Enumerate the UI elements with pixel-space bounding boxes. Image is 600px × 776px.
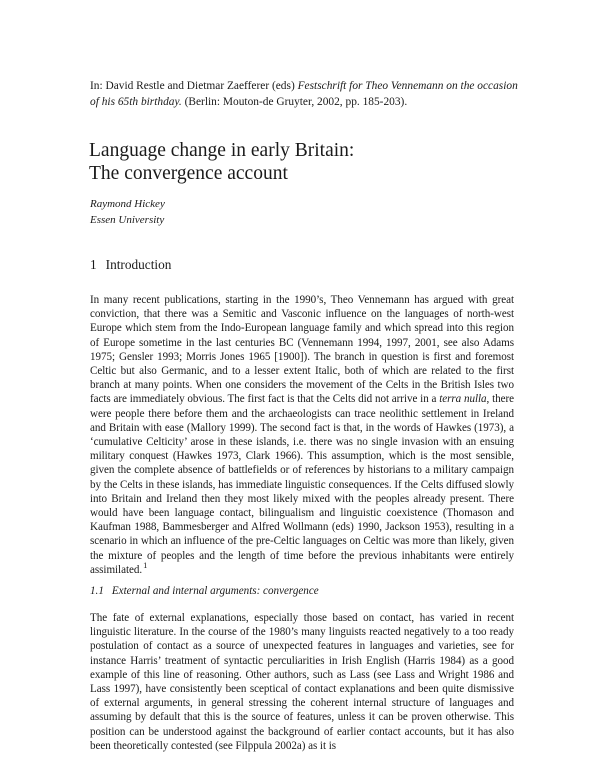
author-name: Raymond Hickey [90, 198, 165, 210]
citation-prefix: In: David Restle and Dietmar Zaefferer (eds) [90, 80, 298, 92]
footnote-marker[interactable]: 1 [143, 560, 148, 571]
introduction-paragraph [90, 293, 514, 577]
author-block [90, 196, 165, 228]
subsection-heading [90, 584, 319, 599]
citation [90, 79, 520, 110]
subsection-number: 1.1 [90, 585, 104, 597]
title-line-2: The convergence account [89, 163, 288, 184]
paper-title [89, 139, 519, 185]
paragraph-text-part-2: , there were people there before them and the archaeologists can trace neolithic settlement in Ireland and Britain with ease (Mallory 1999). The second fact is that, in the words of Hawkes (1973), a ‘cumulative Celticity’ arose in these islands, i.e. there was no single invasion with an ensuing military conquest (Hawkes 1973, Clark 1966). This assumption, which is the most sensible, given the complete absence of battlefields or of references by historians to a military campaign by the Celts in these islands, has immediate linguistic consequences. If the Celts diffused slowly into Britain and Ireland then they most likely mixed with the peoples already present. There would have been language contact, bilingualism and linguistic coexistence (Thomason and Kaufman 1988, Bammesberger and Alfred Wollmann (eds) 1990, Jackson 1953), resulting in a scenario in which an influence of the pre-Celtic languages on Celtic was more than likely, given the mixture of peoples and the length of time before the previous inhabitants were entirely assimilated. [90, 393, 514, 576]
section-title: Introduction [105, 257, 172, 272]
subsection-title: External and internal arguments: convergence [111, 585, 319, 597]
section-number: 1 [90, 257, 97, 272]
author-affiliation: Essen University [90, 214, 165, 226]
citation-book-title: Festschrift for Theo Vennemann on the occasion of his 65th birthday. [90, 80, 518, 108]
paragraph-text-part-1: In many recent publications, starting in the 1990’s, Theo Vennemann has argued with great conviction, that there was a Semitic and Vasconic influence on the languages of north-west Europe which stem from the Indo-European language family and which spread into this region of Europe sometime in the last centuries BC (Vennemann 1994, 1997, 2001, see also Adams 1975; Gensler 1993; Morris Jones 1965 [1900]). The branch in question is first and foremost Celtic but also Germanic, and to a lesser extent Italic, both of which are related to the first branch at many points. When one considers the movement of the Celts in the British Isles two facts are immediately obvious. The first fact is that the Celts did not arrive in a [90, 294, 514, 406]
citation-suffix: (Berlin: Mouton-de Gruyter, 2002, pp. 185-203). [181, 95, 408, 108]
paragraph-italic-term: terra nulla [439, 393, 487, 406]
section-heading-introduction [90, 256, 171, 273]
title-line-1: Language change in early Britain: [89, 140, 355, 161]
subsection-paragraph: The fate of external explanations, especially those based on contact, has varied in recent linguistic literature. In the course of the 1980’s many linguists reacted negatively to a too ready postulation of contact as a source of unexpected features in languages and varieties, see for instance Harris’ treatment of syntactic perculiarities in Irish English (Harris 1984) as a good example of this line of reasoning. Other authors, such as Lass (see Lass and Wright 1986 and Lass 1997), have consistently been sceptical of contact explanations and been quite dismissive of external arguments, in general stressing the coherent internal structure of languages and assuming by default that this is the source of features, unless it can be proven otherwise. This position can be understood against the background of earlier contact accounts, but it has also been theoretically contested (see Filppula 2002a) as it is [90, 612, 514, 752]
